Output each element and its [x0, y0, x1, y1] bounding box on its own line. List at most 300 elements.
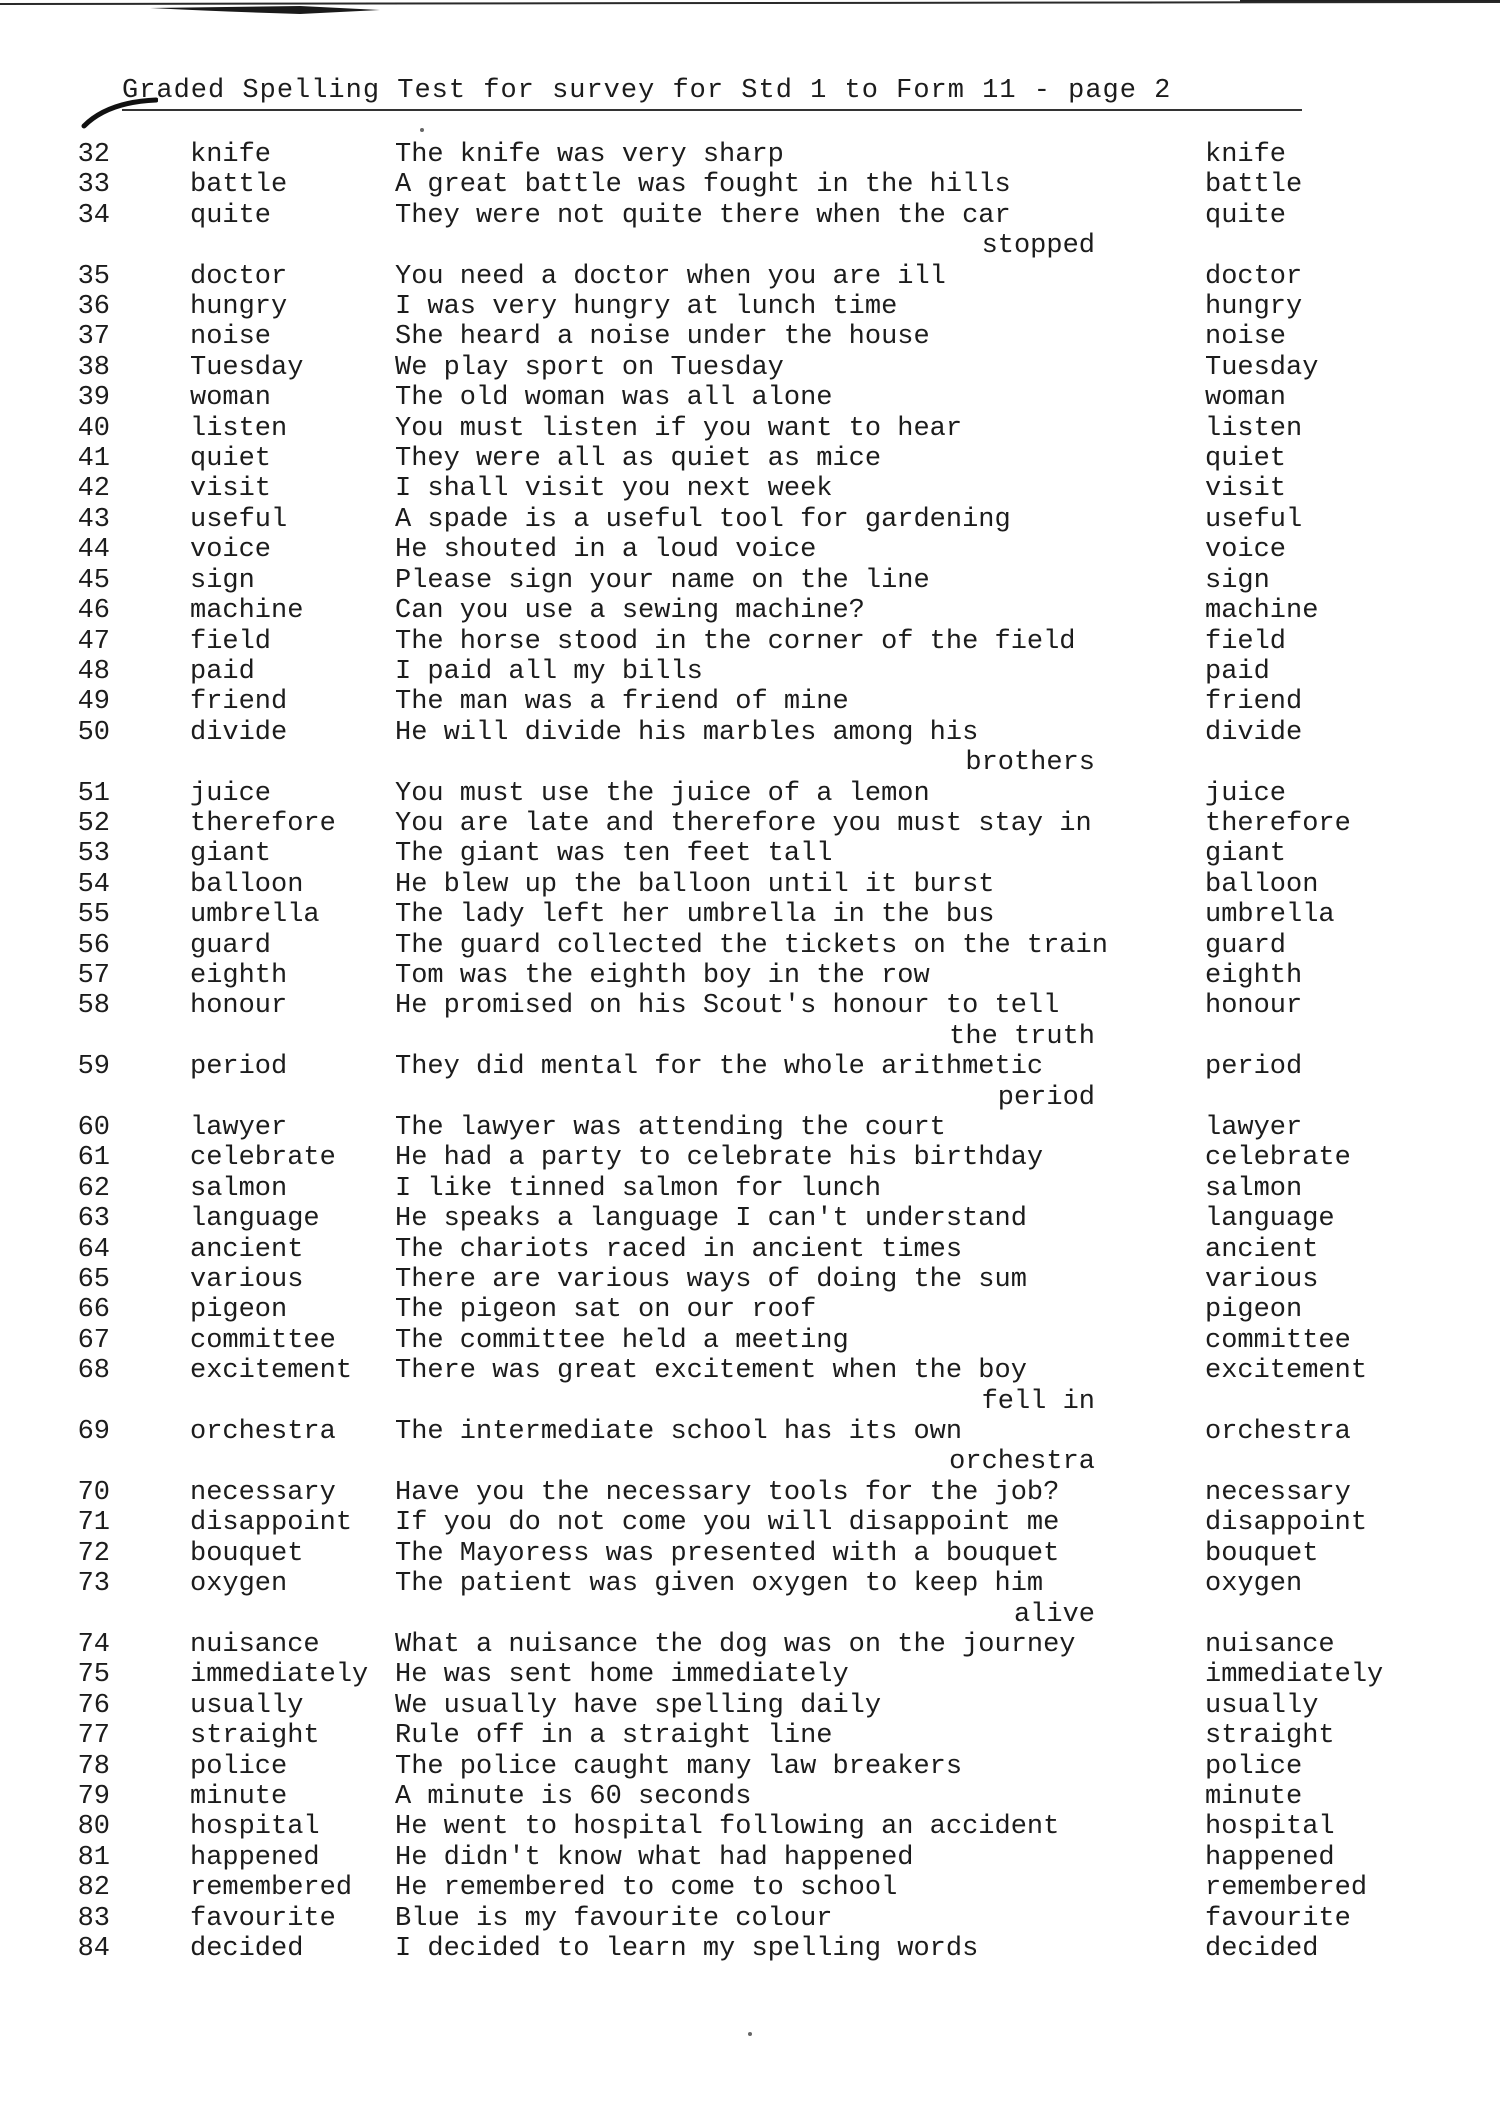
item-number: 73 — [77, 1569, 110, 1600]
sentence-text: The chariots raced in ancient times — [395, 1234, 963, 1265]
spelling-word: bouquet — [190, 1538, 304, 1569]
example-sentence — [395, 1782, 1205, 1812]
sentence-text: They did mental for the whole arithmetic — [395, 1052, 1044, 1083]
spelling-row — [0, 809, 1500, 839]
item-number: 43 — [77, 504, 110, 535]
item-number: 49 — [77, 687, 110, 718]
sentence-text: He speaks a language I can't understand — [395, 1204, 1027, 1235]
answer-word: battle — [1205, 170, 1303, 201]
item-number: 70 — [77, 1477, 110, 1508]
spelling-word: celebrate — [190, 1143, 336, 1174]
sentence-text: We play sport on Tuesday — [395, 352, 784, 383]
example-sentence — [395, 1873, 1205, 1903]
example-sentence — [395, 627, 1205, 657]
spelling-word: sign — [190, 565, 255, 596]
answer-word: pigeon — [1205, 1295, 1303, 1326]
spelling-row — [0, 566, 1500, 596]
item-number: 67 — [77, 1325, 110, 1356]
spelling-row — [0, 779, 1500, 809]
answer-word: friend — [1205, 687, 1303, 718]
item-number: 48 — [77, 656, 110, 687]
spelling-row — [0, 1143, 1500, 1173]
item-number: 56 — [77, 930, 110, 961]
spelling-word: doctor — [190, 261, 288, 292]
spelling-word: eighth — [190, 960, 288, 991]
answer-word: decided — [1205, 1933, 1319, 1964]
spelling-word: lawyer — [190, 1113, 288, 1143]
example-sentence — [395, 809, 1205, 839]
spelling-row — [0, 1174, 1500, 1204]
answer-word: knife — [1205, 140, 1287, 170]
answer-word: quiet — [1205, 444, 1287, 475]
spelling-word: quiet — [190, 444, 272, 475]
spelling-row — [0, 383, 1500, 413]
spelling-word: disappoint — [190, 1508, 353, 1539]
sentence-text: A minute is 60 seconds — [395, 1781, 752, 1812]
spelling-row — [0, 140, 1500, 170]
spelling-row — [0, 991, 1500, 1052]
spelling-row — [0, 1569, 1500, 1630]
answer-word: lawyer — [1205, 1113, 1303, 1143]
sentence-text: I was very hungry at lunch time — [395, 292, 898, 323]
example-sentence — [395, 262, 1205, 292]
item-number: 36 — [77, 292, 110, 323]
spelling-row — [0, 718, 1500, 779]
item-number: 61 — [77, 1143, 110, 1174]
spelling-row — [0, 961, 1500, 991]
item-number: 78 — [77, 1751, 110, 1782]
sentence-text: The old woman was all alone — [395, 383, 833, 414]
spelling-word: useful — [190, 504, 288, 535]
example-sentence — [395, 414, 1205, 444]
sentence-text: The Mayoress was presented with a bouquet — [395, 1538, 1060, 1569]
spelling-word: guard — [190, 930, 272, 961]
spelling-row — [0, 931, 1500, 961]
spelling-row — [0, 1934, 1500, 1964]
sentence-text: The giant was ten feet tall — [395, 839, 833, 870]
sentence-text: I like tinned salmon for lunch — [395, 1173, 882, 1204]
answer-word: paid — [1205, 656, 1270, 687]
answer-word: straight — [1205, 1721, 1335, 1752]
spelling-row — [0, 1812, 1500, 1842]
spelling-word: language — [190, 1204, 320, 1235]
answer-word: listen — [1205, 413, 1303, 444]
answer-word: field — [1205, 626, 1287, 657]
spelling-row — [0, 1873, 1500, 1903]
spelling-row — [0, 687, 1500, 717]
spelling-row — [0, 839, 1500, 869]
answer-word: committee — [1205, 1325, 1351, 1356]
sentence-text: The patient was given oxygen to keep him — [395, 1569, 1044, 1600]
spelling-word: knife — [190, 140, 272, 170]
answer-word: bouquet — [1205, 1538, 1319, 1569]
sentence-text: The intermediate school has its own — [395, 1417, 963, 1448]
answer-word: minute — [1205, 1781, 1303, 1812]
answer-word: excitement — [1205, 1356, 1368, 1387]
spelling-word: pigeon — [190, 1295, 288, 1326]
sentence-text: The pigeon sat on our roof — [395, 1295, 817, 1326]
spelling-row — [0, 1721, 1500, 1751]
spelling-row — [0, 505, 1500, 535]
answer-word: disappoint — [1205, 1508, 1368, 1539]
sentence-text: He had a party to celebrate his birthday — [395, 1143, 1044, 1174]
item-number: 68 — [77, 1356, 110, 1387]
spelling-word: field — [190, 626, 272, 657]
spelling-row — [0, 262, 1500, 292]
spelling-word: immediately — [190, 1660, 369, 1691]
spelling-list — [0, 140, 1500, 1964]
sentence-text: You must use the juice of a lemon — [395, 778, 930, 809]
item-number: 59 — [77, 1052, 110, 1083]
sentence-continuation: orchestra — [949, 1447, 1095, 1478]
answer-word: divide — [1205, 717, 1303, 748]
item-number: 62 — [77, 1173, 110, 1204]
answer-word: woman — [1205, 383, 1287, 414]
sentence-text: There are various ways of doing the sum — [395, 1265, 1027, 1296]
spelling-word: salmon — [190, 1173, 288, 1204]
spelling-row — [0, 1630, 1500, 1660]
item-number: 83 — [77, 1903, 110, 1934]
spelling-word: divide — [190, 717, 288, 748]
sentence-text: What a nuisance the dog was on the journey — [395, 1629, 1076, 1660]
item-number: 60 — [77, 1113, 110, 1143]
spelling-row — [0, 1204, 1500, 1234]
spelling-word: nuisance — [190, 1629, 320, 1660]
item-number: 44 — [77, 535, 110, 566]
spelling-row — [0, 474, 1500, 504]
spelling-word: remembered — [190, 1873, 353, 1904]
example-sentence — [395, 1721, 1205, 1751]
item-number: 47 — [77, 626, 110, 657]
answer-word: machine — [1205, 596, 1319, 627]
item-number: 75 — [77, 1660, 110, 1691]
spelling-row — [0, 1782, 1500, 1812]
spelling-word: noise — [190, 322, 272, 353]
spelling-row — [0, 1356, 1500, 1417]
answer-word: orchestra — [1205, 1417, 1351, 1448]
example-sentence — [395, 1417, 1205, 1478]
sentence-text: He was sent home immediately — [395, 1660, 849, 1691]
answer-word: therefore — [1205, 808, 1351, 839]
spelling-word: therefore — [190, 808, 336, 839]
spelling-word: hungry — [190, 292, 288, 323]
spelling-word: ancient — [190, 1234, 304, 1265]
spelling-row — [0, 1265, 1500, 1295]
item-number: 72 — [77, 1538, 110, 1569]
item-number: 33 — [77, 170, 110, 201]
sentence-text: The knife was very sharp — [395, 140, 784, 170]
sentence-text: There was great excitement when the boy — [395, 1356, 1027, 1387]
sentence-continuation: stopped — [981, 231, 1095, 262]
item-number: 37 — [77, 322, 110, 353]
example-sentence — [395, 201, 1205, 262]
sentence-text: The lawyer was attending the court — [395, 1113, 946, 1143]
answer-word: visit — [1205, 474, 1287, 505]
sentence-text: He blew up the balloon until it burst — [395, 869, 995, 900]
example-sentence — [395, 1326, 1205, 1356]
example-sentence — [395, 474, 1205, 504]
example-sentence — [395, 1174, 1205, 1204]
item-number: 39 — [77, 383, 110, 414]
sentence-continuation: fell in — [981, 1386, 1095, 1417]
example-sentence — [395, 1904, 1205, 1934]
item-number: 69 — [77, 1417, 110, 1448]
sentence-text: He promised on his Scout's honour to tell — [395, 991, 1060, 1022]
spelling-row — [0, 1904, 1500, 1934]
example-sentence — [395, 1265, 1205, 1295]
spelling-row — [0, 1752, 1500, 1782]
item-number: 74 — [77, 1629, 110, 1660]
example-sentence — [395, 1660, 1205, 1690]
scan-speck — [748, 2032, 752, 2036]
spelling-word: listen — [190, 413, 288, 444]
spelling-row — [0, 322, 1500, 352]
spelling-row — [0, 657, 1500, 687]
example-sentence — [395, 140, 1205, 170]
answer-word: usually — [1205, 1690, 1319, 1721]
sentence-text: Please sign your name on the line — [395, 565, 930, 596]
sentence-text: A spade is a useful tool for gardening — [395, 504, 1011, 535]
answer-word: nuisance — [1205, 1629, 1335, 1660]
scan-edge-artifact — [0, 0, 1500, 20]
spelling-word: hospital — [190, 1812, 320, 1843]
example-sentence — [395, 535, 1205, 565]
item-number: 51 — [77, 778, 110, 809]
example-sentence — [395, 322, 1205, 352]
sentence-text: He remembered to come to school — [395, 1873, 898, 1904]
answer-word: umbrella — [1205, 900, 1335, 931]
spelling-row — [0, 444, 1500, 474]
spelling-word: favourite — [190, 1903, 336, 1934]
example-sentence — [395, 1295, 1205, 1325]
example-sentence — [395, 170, 1205, 200]
answer-word: remembered — [1205, 1873, 1368, 1904]
item-number: 45 — [77, 565, 110, 596]
example-sentence — [395, 1235, 1205, 1265]
example-sentence — [395, 1843, 1205, 1873]
sentence-text: He will divide his marbles among his — [395, 717, 979, 748]
spelling-row — [0, 1843, 1500, 1873]
sentence-text: Tom was the eighth boy in the row — [395, 960, 930, 991]
item-number: 81 — [77, 1842, 110, 1873]
spelling-word: happened — [190, 1842, 320, 1873]
scan-speck — [420, 128, 424, 132]
answer-word: celebrate — [1205, 1143, 1351, 1174]
item-number: 55 — [77, 900, 110, 931]
spelling-row — [0, 414, 1500, 444]
spelling-word: quite — [190, 200, 272, 231]
spelling-word: juice — [190, 778, 272, 809]
example-sentence — [395, 1508, 1205, 1538]
sentence-text: Have you the necessary tools for the job? — [395, 1477, 1060, 1508]
sentence-text: You are late and therefore you must stay in — [395, 808, 1092, 839]
answer-word: ancient — [1205, 1234, 1319, 1265]
answer-word: immediately — [1205, 1660, 1384, 1691]
example-sentence — [395, 1113, 1205, 1143]
sentence-continuation: period — [997, 1082, 1095, 1113]
spelling-word: committee — [190, 1325, 336, 1356]
spelling-row — [0, 201, 1500, 262]
spelling-word: period — [190, 1052, 288, 1083]
example-sentence — [395, 596, 1205, 626]
sentence-text: We usually have spelling daily — [395, 1690, 882, 1721]
answer-word: hospital — [1205, 1812, 1335, 1843]
example-sentence — [395, 1478, 1205, 1508]
example-sentence — [395, 353, 1205, 383]
item-number: 77 — [77, 1721, 110, 1752]
sentence-text: The police caught many law breakers — [395, 1751, 963, 1782]
spelling-word: giant — [190, 839, 272, 870]
example-sentence — [395, 505, 1205, 535]
spelling-row — [0, 170, 1500, 200]
item-number: 32 — [77, 140, 110, 170]
spelling-word: oxygen — [190, 1569, 288, 1600]
item-number: 57 — [77, 960, 110, 991]
spelling-word: friend — [190, 687, 288, 718]
example-sentence — [395, 900, 1205, 930]
sentence-text: I paid all my bills — [395, 656, 703, 687]
sentence-text: If you do not come you will disappoint me — [395, 1508, 1060, 1539]
answer-word: eighth — [1205, 960, 1303, 991]
sentence-text: The committee held a meeting — [395, 1325, 849, 1356]
answer-word: necessary — [1205, 1477, 1351, 1508]
example-sentence — [395, 292, 1205, 322]
sentence-text: They were all as quiet as mice — [395, 444, 882, 475]
sentence-text: Blue is my favourite colour — [395, 1903, 833, 1934]
sentence-text: A great battle was fought in the hills — [395, 170, 1011, 201]
spelling-row — [0, 1478, 1500, 1508]
spelling-word: orchestra — [190, 1417, 336, 1448]
example-sentence — [395, 383, 1205, 413]
sentence-text: He went to hospital following an accident — [395, 1812, 1060, 1843]
answer-word: guard — [1205, 930, 1287, 961]
spelling-row — [0, 353, 1500, 383]
spelling-row — [0, 1113, 1500, 1143]
sentence-text: You need a doctor when you are ill — [395, 261, 946, 292]
spelling-word: usually — [190, 1690, 304, 1721]
page-title: Graded Spelling Test for survey for Std 1 to Form 11 - page 2 — [122, 76, 1302, 111]
spelling-word: balloon — [190, 869, 304, 900]
spelling-row — [0, 1660, 1500, 1690]
example-sentence — [395, 1539, 1205, 1569]
spelling-row — [0, 1235, 1500, 1265]
answer-word: oxygen — [1205, 1569, 1303, 1600]
item-number: 40 — [77, 413, 110, 444]
answer-word: balloon — [1205, 869, 1319, 900]
spelling-word: straight — [190, 1721, 320, 1752]
item-number: 76 — [77, 1690, 110, 1721]
item-number: 41 — [77, 444, 110, 475]
example-sentence — [395, 1143, 1205, 1173]
spelling-word: umbrella — [190, 900, 320, 931]
example-sentence — [395, 444, 1205, 474]
item-number: 82 — [77, 1873, 110, 1904]
example-sentence — [395, 1630, 1205, 1660]
sentence-text: He shouted in a loud voice — [395, 535, 817, 566]
answer-word: period — [1205, 1052, 1303, 1083]
spelling-word: woman — [190, 383, 272, 414]
item-number: 66 — [77, 1295, 110, 1326]
item-number: 38 — [77, 352, 110, 383]
sentence-text: The lady left her umbrella in the bus — [395, 900, 995, 931]
spelling-word: police — [190, 1751, 288, 1782]
item-number: 46 — [77, 596, 110, 627]
answer-word: useful — [1205, 504, 1303, 535]
item-number: 63 — [77, 1204, 110, 1235]
answer-word: juice — [1205, 778, 1287, 809]
example-sentence — [395, 1934, 1205, 1964]
item-number: 84 — [77, 1933, 110, 1964]
sentence-continuation: brothers — [965, 748, 1095, 779]
spelling-word: excitement — [190, 1356, 353, 1387]
spelling-row — [0, 596, 1500, 626]
sentence-text: I shall visit you next week — [395, 474, 833, 505]
example-sentence — [395, 1052, 1205, 1113]
spelling-word: necessary — [190, 1477, 336, 1508]
spelling-row — [0, 1295, 1500, 1325]
spelling-word: battle — [190, 170, 288, 201]
item-number: 52 — [77, 808, 110, 839]
spelling-row — [0, 292, 1500, 322]
spelling-word: various — [190, 1265, 304, 1296]
sentence-continuation: the truth — [949, 1021, 1095, 1052]
example-sentence — [395, 779, 1205, 809]
answer-word: favourite — [1205, 1903, 1351, 1934]
spelling-word: honour — [190, 991, 288, 1022]
example-sentence — [395, 1569, 1205, 1630]
example-sentence — [395, 931, 1205, 961]
sentence-text: She heard a noise under the house — [395, 322, 930, 353]
spelling-word: voice — [190, 535, 272, 566]
item-number: 58 — [77, 991, 110, 1022]
example-sentence — [395, 839, 1205, 869]
sentence-text: He didn't know what had happened — [395, 1842, 914, 1873]
example-sentence — [395, 1204, 1205, 1234]
answer-word: doctor — [1205, 261, 1303, 292]
example-sentence — [395, 718, 1205, 779]
example-sentence — [395, 961, 1205, 991]
answer-word: salmon — [1205, 1173, 1303, 1204]
spelling-row — [0, 535, 1500, 565]
example-sentence — [395, 1691, 1205, 1721]
answer-word: sign — [1205, 565, 1270, 596]
answer-word: police — [1205, 1751, 1303, 1782]
item-number: 54 — [77, 869, 110, 900]
item-number: 34 — [77, 200, 110, 231]
spelling-word: Tuesday — [190, 352, 304, 383]
answer-word: Tuesday — [1205, 352, 1319, 383]
sentence-text: Can you use a sewing machine? — [395, 596, 865, 627]
item-number: 79 — [77, 1781, 110, 1812]
spelling-row — [0, 1539, 1500, 1569]
spelling-row — [0, 1326, 1500, 1356]
sentence-continuation: alive — [1013, 1599, 1095, 1630]
sentence-text: The guard collected the tickets on the train — [395, 930, 1108, 961]
spelling-row — [0, 1052, 1500, 1113]
example-sentence — [395, 991, 1205, 1052]
spelling-row — [0, 870, 1500, 900]
answer-word: hungry — [1205, 292, 1303, 323]
item-number: 35 — [77, 261, 110, 292]
spelling-row — [0, 627, 1500, 657]
spelling-word: visit — [190, 474, 272, 505]
spelling-row — [0, 1417, 1500, 1478]
example-sentence — [395, 1356, 1205, 1417]
item-number: 80 — [77, 1812, 110, 1843]
item-number: 50 — [77, 717, 110, 748]
example-sentence — [395, 1812, 1205, 1842]
example-sentence — [395, 687, 1205, 717]
